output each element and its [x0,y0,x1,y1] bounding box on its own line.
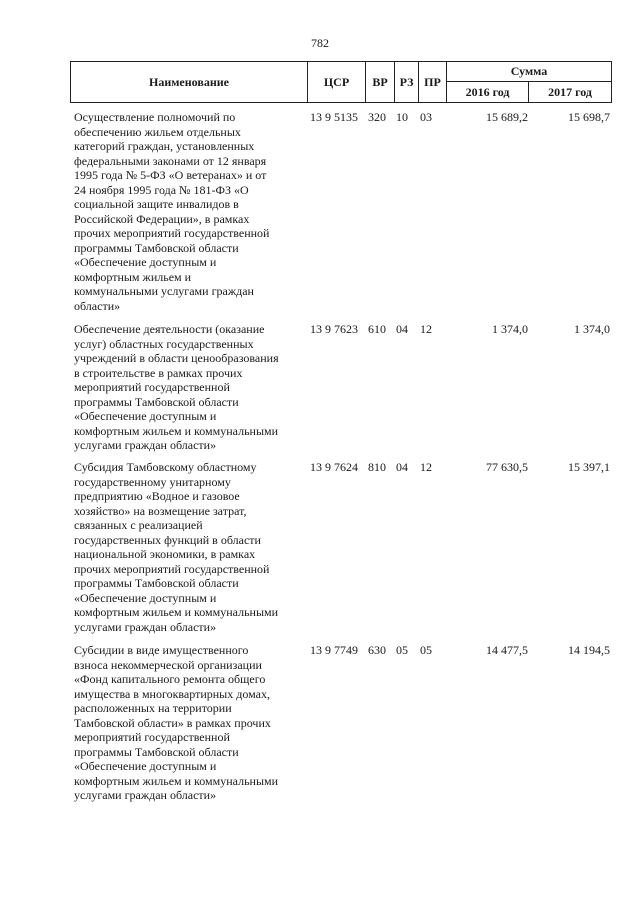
header-year-2016: 2016 год [447,82,529,102]
row-csr: 13 9 5135 [310,110,358,124]
row-rz: 04 [396,322,408,336]
row-vr: 810 [368,460,386,474]
row-csr: 13 9 7624 [310,460,358,474]
row-sum-2016: 15 689,2 [486,110,528,124]
row-sum-2017: 14 194,5 [568,643,610,657]
row-sum-2016: 77 630,5 [486,460,528,474]
row-rz: 10 [396,110,408,124]
row-name: Осуществление полномочий по обеспечению жильем отдельных категорий граждан, установленных федеральными законами от 12 января 1995 года № 5-ФЗ «О ветеранах» и от 24 ноября 1995 года № 181-ФЗ «О социальной защите инвалидов в Российской Федерации», в рамках прочих мероприятий государственной программы Тамбовской области «Обеспечение доступным и комфортным жильем и коммунальными услугами граждан области» [74,110,270,313]
header-name: Наименование [71,62,308,102]
row-pr: 03 [420,110,432,124]
row-pr: 12 [420,322,432,336]
row-sum-2017: 1 374,0 [574,322,610,336]
header-pr: ПР [419,62,447,102]
header-sum: Сумма [447,62,611,82]
row-sum-2017: 15 397,1 [568,460,610,474]
table-header [70,61,612,103]
row-sum-2016: 14 477,5 [486,643,528,657]
row-sum-2016: 1 374,0 [492,322,528,336]
row-csr: 13 9 7749 [310,643,358,657]
row-rz: 04 [396,460,408,474]
row-pr: 12 [420,460,432,474]
row-name: Субсидии в виде имущественного взноса некоммерческой организации «Фонд капитального ремонта общего имущества в многоквартирных домах, расположенных на территории Тамбовской области» в рамках прочих мероприятий государственной программы Тамбовской области «Обеспечение доступным и комфортным жильем и коммунальными услугами граждан области» [74,643,279,802]
header-year-2017: 2017 год [548,84,592,99]
header-csr: ЦСР [308,62,366,102]
row-rz: 05 [396,643,408,657]
row-name: Субсидия Тамбовскому областному государственному унитарному предприятию «Водное и газовое хозяйство» на возмещение затрат, связанных с реализацией государственных функций в области национальной экономики, в рамках прочих мероприятий государственной программы Тамбовской области «Обеспечение доступным и комфортным жильем и коммунальными услугами граждан области» [74,460,279,634]
row-vr: 630 [368,643,386,657]
page-number: 782 [311,36,329,50]
row-vr: 610 [368,322,386,336]
row-sum-2017: 15 698,7 [568,110,610,124]
row-name: Обеспечение деятельности (оказание услуг) областных государственных учреждений в области ценообразования в строительстве в рамках прочих мероприятий государственной программы Тамбовской области «Обеспечение доступным и комфортным жильем и коммунальными услугами граждан области» [74,322,279,452]
row-csr: 13 9 7623 [310,322,358,336]
row-pr: 05 [420,643,432,657]
row-vr: 320 [368,110,386,124]
header-vr: ВР [366,62,395,102]
header-rz: РЗ [395,62,419,102]
